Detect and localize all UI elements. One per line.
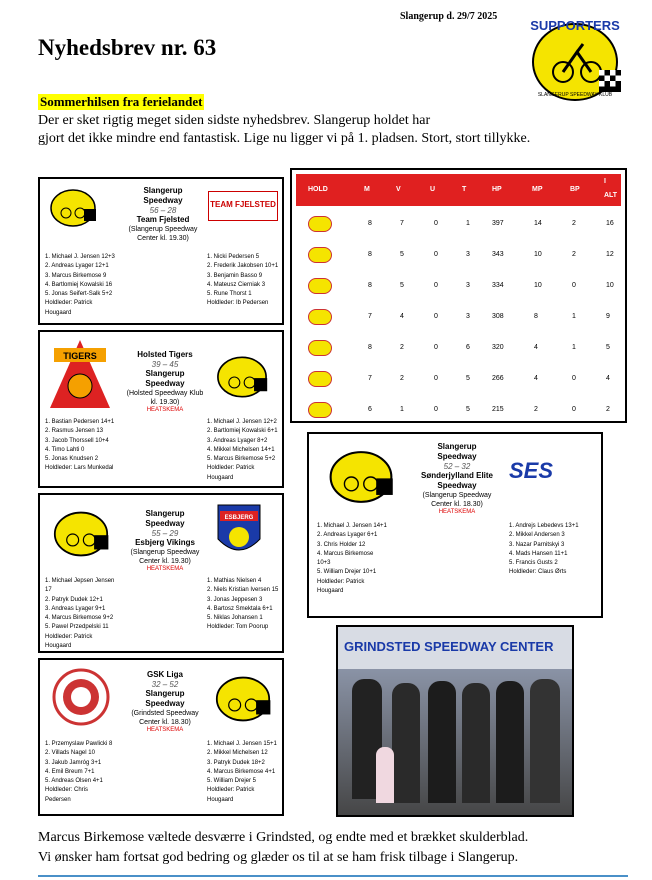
table-row — [296, 241, 621, 269]
away-team: Slangerup — [145, 369, 185, 378]
slangerup-logo — [48, 187, 98, 229]
cell-bp: 0 — [572, 406, 576, 413]
cell-alt: 5 — [606, 344, 610, 351]
match-card-fjelsted — [38, 177, 284, 325]
team-logo — [308, 247, 332, 263]
heatskema-link[interactable]: HEATSKEMA — [146, 566, 184, 572]
match-score: 52 – 32 — [443, 462, 471, 471]
match-card-grindsted — [38, 658, 284, 816]
home-team: GSK Liga — [146, 670, 183, 679]
intro-paragraph — [38, 112, 618, 148]
home-lineup: 1. Bastian Pedersen 14+1 2. Rasmus Jensen 13 3. Jacob Thorssell 10+4 4. Timo Lahti 0 5. Jonas Knudsen 2 Holdleder: Lars Munkedal — [45, 419, 115, 472]
page-title: Nyhedsbrev nr. 63 — [38, 35, 217, 60]
venue-line-1: (Holsted Speedway Klub — [126, 390, 204, 397]
away-lineup: 1. Nicki Pedersen 5 2. Frederik Jakobsen 10+1 3. Benjamin Basso 9 4. Mateusz Cierniak 3 5. Rune Thorst 1 Holdleder: Ib Pedersen — [207, 254, 279, 307]
home-lineup: 1. Przemyslaw Pawlicki 8 2. Villads Nagel 10 3. Jakub Jamróg 3+1 4. Emil Breum 7+1 5. Andreas Olsen 4+1 Holdleder: Chris Pedersen — [45, 741, 113, 803]
cell-alt: 4 — [606, 375, 610, 382]
team-photo — [336, 625, 574, 817]
cell-alt: 9 — [606, 313, 610, 320]
cell-mp: 4 — [534, 344, 538, 351]
cell-m: 8 — [368, 344, 372, 351]
team-logo — [308, 402, 332, 418]
child-figure — [376, 747, 394, 803]
table-row — [296, 303, 621, 331]
slangerup-logo — [325, 448, 397, 506]
home-lineup: 1. Michael J. Jensen 14+1 2. Andreas Lyager 6+1 3. Chris Holder 12 4. Marcus Birkemose 10+3 5. William Drejer 10+1 Holdleder: Patrick Hougaard — [317, 523, 387, 595]
cell-u: 0 — [434, 313, 438, 320]
away-lineup: 1. Michael J. Jensen 15+1 2. Mikkel Michelsen 12 3. Patryk Dudek 18+2 4. Marcus Birkemose 4+1 5. William Drejer 5 Holdleder: Patrick Hougaard — [207, 741, 277, 803]
cell-v: 1 — [400, 406, 404, 413]
intro-line-2: gjort det ikke mindre end fantastisk. Lige nu ligger vi på 1. pladsen. Stort, stort tillykke. — [38, 131, 531, 146]
section-heading: Sommerhilsen fra ferielandet — [40, 94, 203, 109]
match-card-ses — [307, 432, 603, 618]
cell-m: 7 — [368, 313, 372, 320]
newsletter-date: Slangerup d. 29/7 2025 — [400, 11, 498, 22]
esbjerg-vikings-logo — [216, 503, 262, 561]
cell-u: 0 — [434, 220, 438, 227]
team-logo — [308, 371, 332, 387]
cell-v: 2 — [400, 375, 404, 382]
away-lineup: 1. Andrejs Lebedevs 13+1 2. Mikkel Andersen 3 3. Nazar Parnitskyi 3 4. Mads Hansen 11+1 5. Francis Gusts 2 Holdleder: Claus Ørts — [509, 523, 579, 576]
cell-bp: 0 — [572, 282, 576, 289]
cell-v: 7 — [400, 220, 404, 227]
rider-figure — [530, 679, 560, 803]
cell-m: 8 — [368, 282, 372, 289]
rider-figure — [496, 681, 524, 803]
rider-figure — [462, 683, 490, 803]
home-team: Holsted Tigers — [137, 350, 193, 359]
team-logo — [308, 278, 332, 294]
cell-hp: 320 — [492, 344, 504, 351]
match-score: 39 – 45 — [151, 360, 179, 369]
away-team-2: Speedway — [145, 379, 185, 388]
cell-m: 7 — [368, 375, 372, 382]
slangerup-logo — [212, 674, 274, 724]
cell-v: 5 — [400, 282, 404, 289]
away-team-2: Speedway — [437, 481, 477, 490]
cell-alt: 10 — [606, 282, 614, 289]
cell-bp: 1 — [572, 313, 576, 320]
home-team: Slangerup — [437, 442, 477, 451]
cell-t: 5 — [466, 375, 470, 382]
cell-t: 3 — [466, 251, 470, 258]
table-row — [296, 210, 621, 238]
table-row — [296, 365, 621, 393]
holsted-tigers-logo — [48, 338, 112, 410]
venue-line-1: (Slangerup Speedway — [130, 549, 200, 556]
cell-m: 8 — [368, 220, 372, 227]
slangerup-logo — [50, 509, 112, 559]
cell-mp: 10 — [534, 282, 542, 289]
match-score: 56 – 28 — [149, 206, 177, 215]
cell-alt: 2 — [606, 406, 610, 413]
cell-hp: 308 — [492, 313, 504, 320]
logo-bottom-text: SLANGERUP SPEEDWAY KLUB — [537, 92, 613, 98]
table-header: HOLD M V U T HP MP BP I ALT — [296, 174, 621, 206]
fjelsted-logo: TEAM FJELSTED — [208, 191, 278, 221]
away-lineup: 1. Mathias Nielsen 4 2. Niels Kristian Iversen 15 3. Jonas Jeppesen 3 4. Bartosz Smektala 6+1 5. Niklas Johansen 1 Holdleder: Tom Poorup — [207, 578, 279, 631]
cell-m: 6 — [368, 406, 372, 413]
home-team-2: Speedway — [145, 519, 185, 528]
slangerup-logo — [212, 354, 272, 400]
cell-mp: 2 — [534, 406, 538, 413]
table-row — [296, 396, 621, 424]
rider-figure — [392, 683, 420, 803]
cell-u: 0 — [434, 344, 438, 351]
grindsted-logo — [50, 668, 112, 726]
table-row — [296, 334, 621, 362]
cell-v: 2 — [400, 344, 404, 351]
cell-m: 8 — [368, 251, 372, 258]
home-team-2: Speedway — [143, 196, 183, 205]
rider-figure — [428, 681, 456, 803]
heatskema-link[interactable]: HEATSKEMA — [146, 727, 184, 733]
logo-top-text: SUPPORTERS — [530, 18, 620, 33]
match-score: 55 – 29 — [151, 529, 179, 538]
cell-hp: 397 — [492, 220, 504, 227]
intro-line-1: Der er sket rigtig meget siden sidste nyhedsbrev. Slangerup holdet har — [38, 113, 431, 128]
cell-t: 6 — [466, 344, 470, 351]
home-lineup: 1. Michael J. Jensen 12+3 2. Andreas Lyager 12+1 3. Marcus Birkemose 9 4. Bartlomiej Kowalski 16 5. Jonas Seifert-Salk 5+2 Holdleder: Patrick Hougaard — [45, 254, 115, 316]
cell-bp: 1 — [572, 344, 576, 351]
home-team: Slangerup — [145, 509, 185, 518]
away-team-2: Speedway — [145, 699, 185, 708]
venue-line-1: (Slangerup Speedway — [128, 226, 198, 233]
svg-text:ESBJERG: ESBJERG — [224, 515, 254, 521]
home-lineup: 1. Michael Jepsen Jensen 17 2. Patryk Dudek 12+1 3. Andreas Lyager 9+1 4. Marcus Birkemose 9+2 5. Pawel Przedpelski 11 Holdleder: Patrick Hougaard — [45, 578, 115, 650]
heatskema-link[interactable]: HEATSKEMA — [146, 407, 184, 413]
venue-line-1: (Grindsted Speedway — [131, 710, 199, 717]
cell-hp: 266 — [492, 375, 504, 382]
away-team: Esbjerg Vikings — [135, 538, 195, 547]
cell-bp: 2 — [572, 251, 576, 258]
cell-t: 5 — [466, 406, 470, 413]
away-lineup: 1. Michael J. Jensen 12+2 2. Bartlomiej Kowalski 6+1 3. Andreas Lyager 8+2 4. Mikkel Michelsen 14+1 5. Marcus Birkemose 5+2 Holdleder: Patrick Hougaard — [207, 419, 278, 481]
photo-banner: GRINDSTED SPEEDWAY CENTER — [338, 627, 574, 669]
cell-u: 0 — [434, 375, 438, 382]
supporters-logo — [525, 10, 625, 105]
cell-v: 4 — [400, 313, 404, 320]
cell-t: 3 — [466, 313, 470, 320]
bottom-rule — [38, 875, 628, 877]
home-team-2: Speedway — [437, 452, 477, 461]
cell-v: 5 — [400, 251, 404, 258]
cell-bp: 0 — [572, 375, 576, 382]
venue-line-2: Center kl. 18.30) — [431, 501, 483, 508]
cell-mp: 8 — [534, 313, 538, 320]
venue-line-2: kl. 19.30) — [150, 399, 180, 406]
cell-alt: 12 — [606, 251, 614, 258]
svg-text:TIGERS: TIGERS — [63, 351, 97, 361]
cell-mp: 10 — [534, 251, 542, 258]
league-standings-table — [290, 168, 627, 423]
table-row — [296, 272, 621, 300]
venue-line-1: (Slangerup Speedway — [422, 492, 492, 499]
cell-u: 0 — [434, 282, 438, 289]
venue-line-2: Center kl. 18.30) — [139, 719, 191, 726]
match-card-esbjerg — [38, 493, 284, 653]
heatskema-link[interactable]: HEATSKEMA — [438, 509, 476, 515]
venue-line-2: Center kl. 19.30) — [139, 558, 191, 565]
footer-text — [38, 828, 638, 868]
cell-hp: 334 — [492, 282, 504, 289]
cell-alt: 16 — [606, 220, 614, 227]
cell-mp: 14 — [534, 220, 542, 227]
cell-t: 1 — [466, 220, 470, 227]
footer-line-2: Vi ønsker ham fortsat god bedring og glæder os til at se ham frisk tilbage i Slangerup. — [38, 850, 519, 865]
match-score: 32 – 52 — [151, 680, 179, 689]
match-card-holsted — [38, 330, 284, 488]
cell-bp: 2 — [572, 220, 576, 227]
team-logo — [308, 216, 332, 232]
home-team: Slangerup — [143, 186, 183, 195]
away-team: Team Fjelsted — [136, 215, 190, 224]
away-team: Slangerup — [145, 689, 185, 698]
cell-u: 0 — [434, 251, 438, 258]
ses-logo: SES — [509, 458, 554, 483]
cell-hp: 215 — [492, 406, 504, 413]
team-logo — [308, 340, 332, 356]
cell-t: 3 — [466, 282, 470, 289]
footer-line-1: Marcus Birkemose væltede desværre i Grindsted, og endte med et brækket skulderblad. — [38, 830, 529, 845]
away-team: Sønderjylland Elite — [420, 471, 493, 480]
venue-line-2: Center kl. 19.30) — [137, 235, 189, 242]
cell-mp: 4 — [534, 375, 538, 382]
cell-u: 0 — [434, 406, 438, 413]
team-logo — [308, 309, 332, 325]
cell-hp: 343 — [492, 251, 504, 258]
